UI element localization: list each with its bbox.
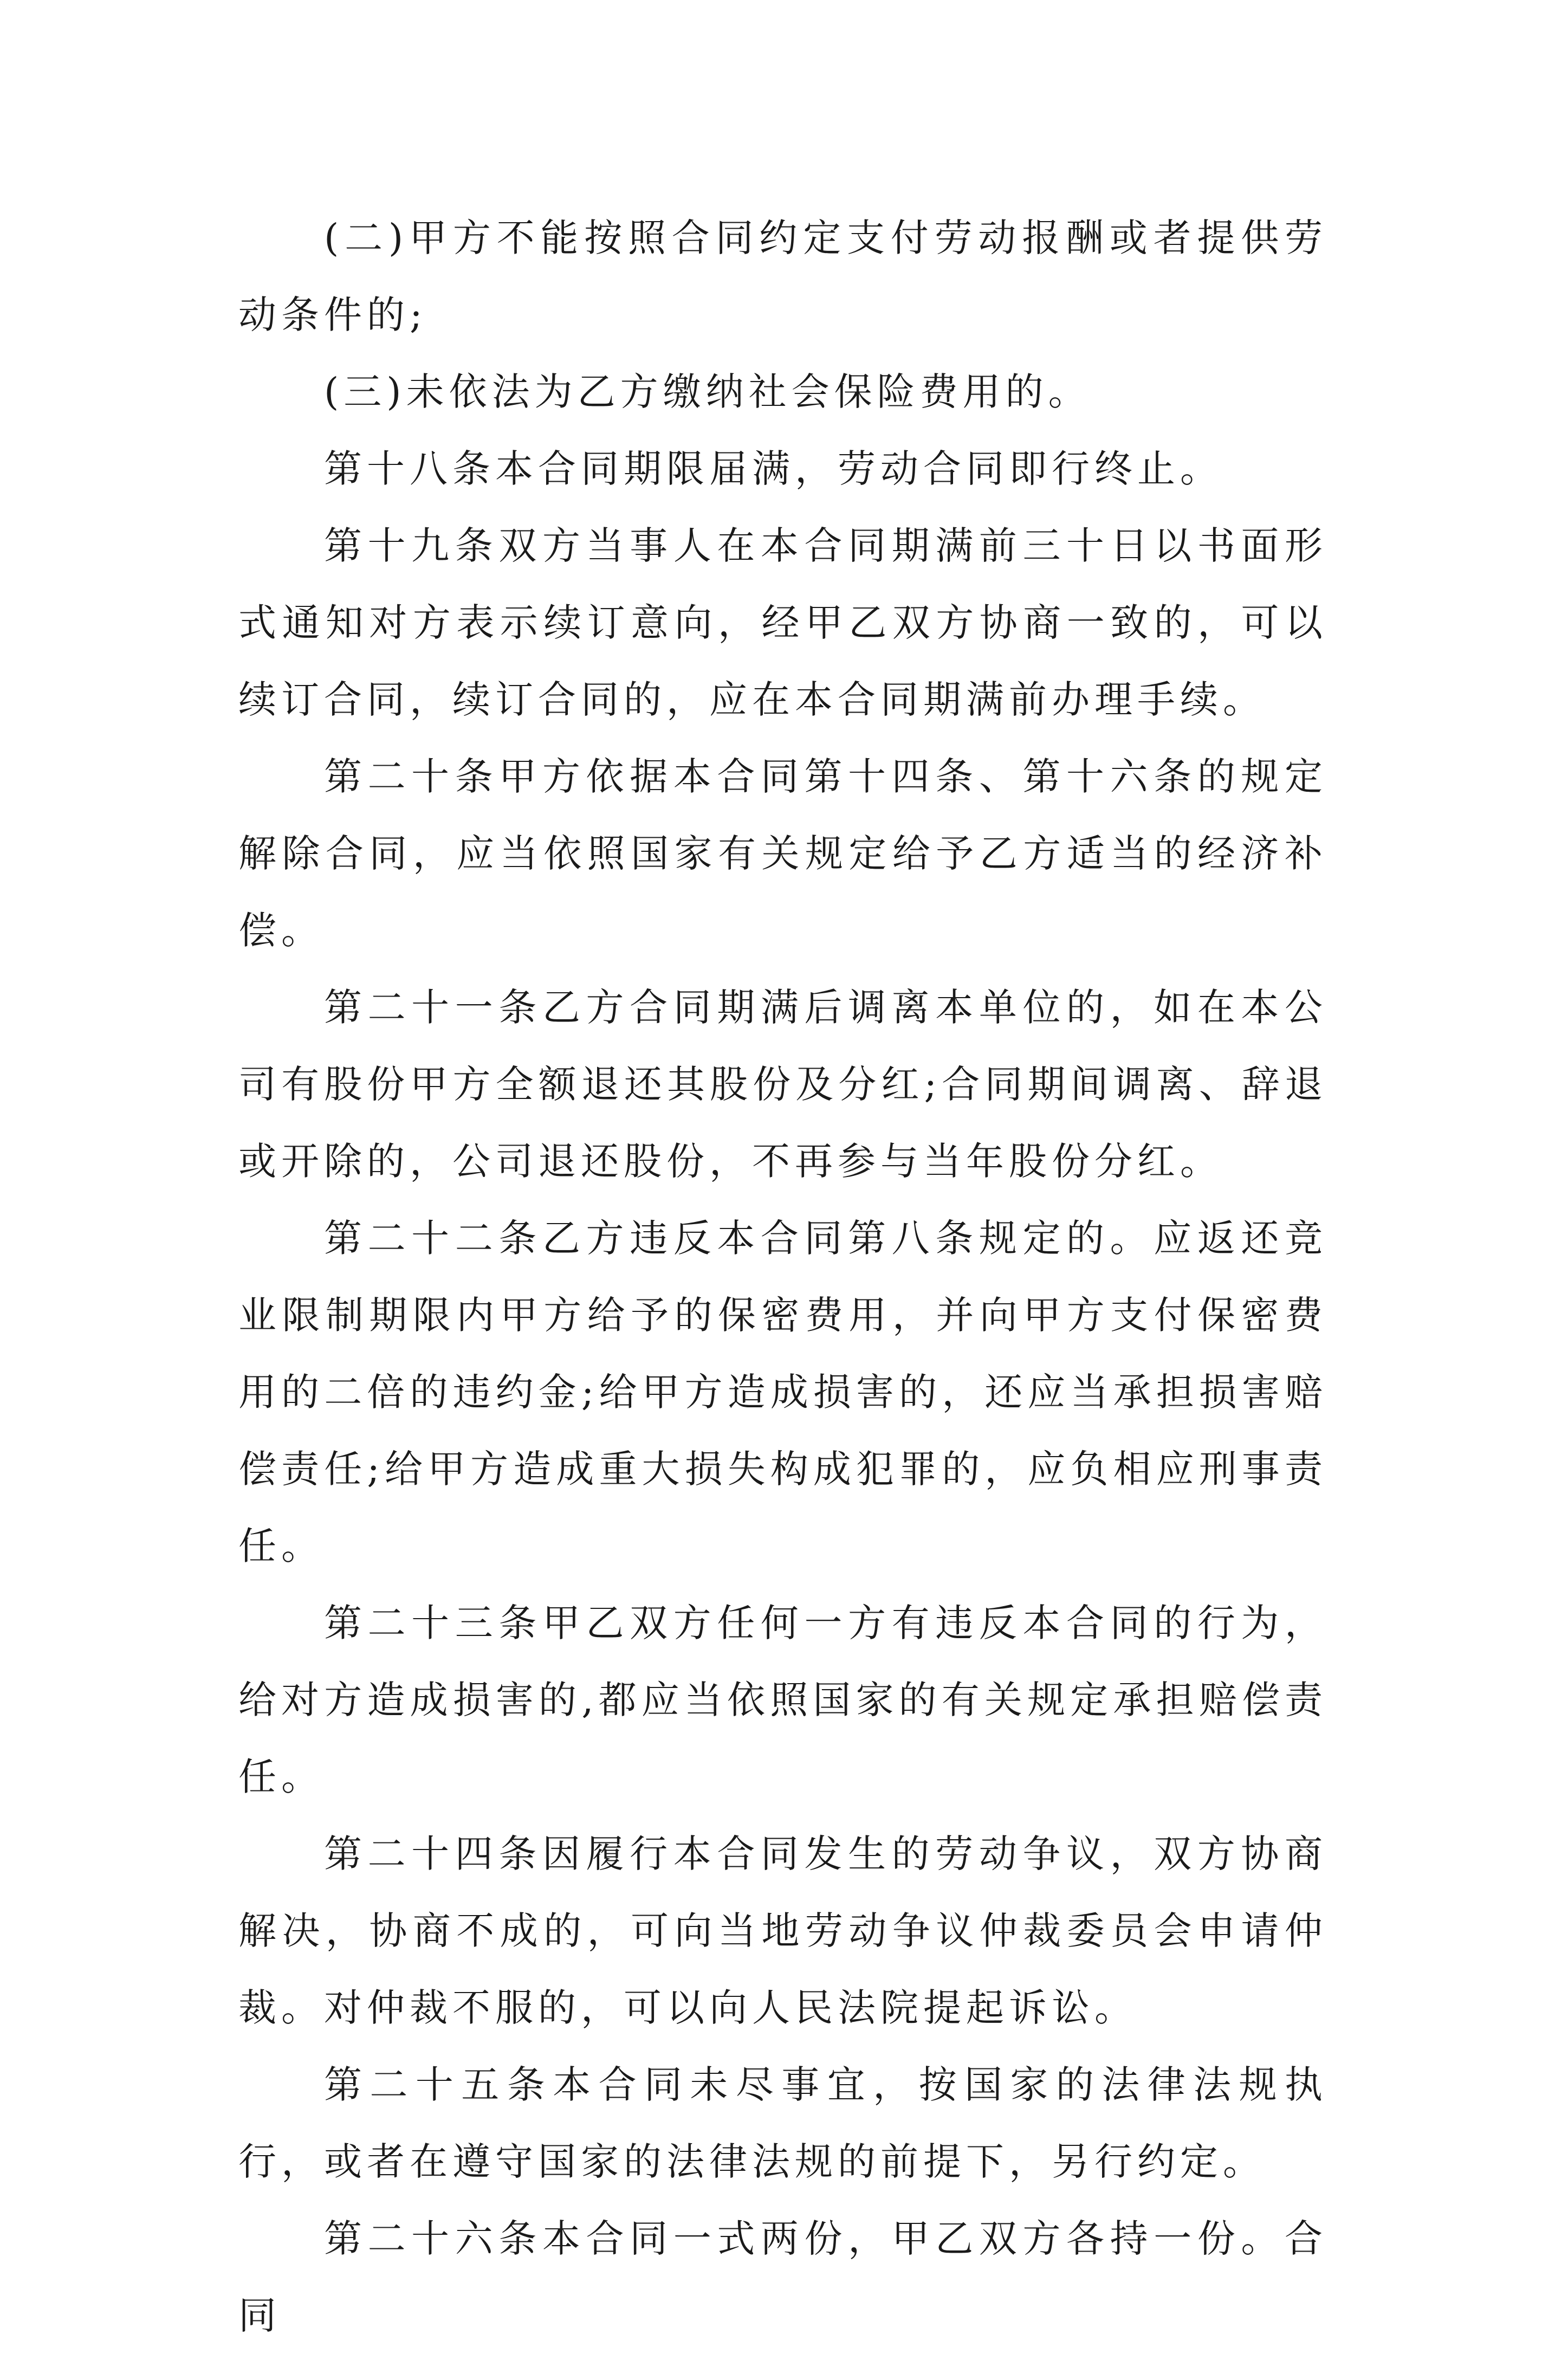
paragraph-clause-2: (二)甲方不能按照合同约定支付劳动报酬或者提供劳动条件的; [238,216,1327,337]
paragraph-article-25: 第二十五条本合同未尽事宜，按国家的法律法规执行，或者在遵守国家的法律法规的前提下，另行约定。 [238,2062,1327,2184]
paragraph-article-24: 第二十四条因履行本合同发生的劳动争议，双方协商解决，协商不成的，可向当地劳动争议仲裁委员会申请仲裁。对仲裁不服的，可以向人民法院提起诉讼。 [238,1832,1327,2030]
paragraph-article-21: 第二十一条乙方合同期满后调离本单位的，如在本公司有股份甲方全额退还其股份及分红;合同期间调离、辞退或开除的，公司退还股份，不再参与当年股份分红。 [238,985,1327,1184]
paragraph-article-19: 第十九条双方当事人在本合同期满前三十日以书面形式通知对方表示续订意向，经甲乙双方协商一致的，可以续订合同，续订合同的，应在本合同期满前办理手续。 [238,523,1327,722]
paragraph-article-23: 第二十三条甲乙双方任何一方有违反本合同的行为，给对方造成损害的,都应当依照国家的有关规定承担赔偿责任。 [238,1601,1327,1799]
paragraph-article-26: 第二十六条本合同一式两份，甲乙双方各持一份。合同 [238,2216,1327,2338]
paragraph-clause-3: (三)未依法为乙方缴纳社会保险费用的。 [324,370,1091,414]
document-body [238,199,1327,2354]
paragraph-article-18: 第十八条本合同期限届满，劳动合同即行终止。 [324,447,1223,491]
paragraph-article-20: 第二十条甲方依据本合同第十四条、第十六条的规定解除合同，应当依照国家有关规定给予乙方适当的经济补偿。 [238,754,1327,953]
paragraph-article-22: 第二十二条乙方违反本合同第八条规定的。应返还竞业限制期限内甲方给予的保密费用，并向甲方支付保密费用的二倍的违约金;给甲方造成损害的，还应当承担损害赔偿责任;给甲方造成重大损失构成犯罪的，应负相应刑事责任。 [238,1216,1327,1568]
